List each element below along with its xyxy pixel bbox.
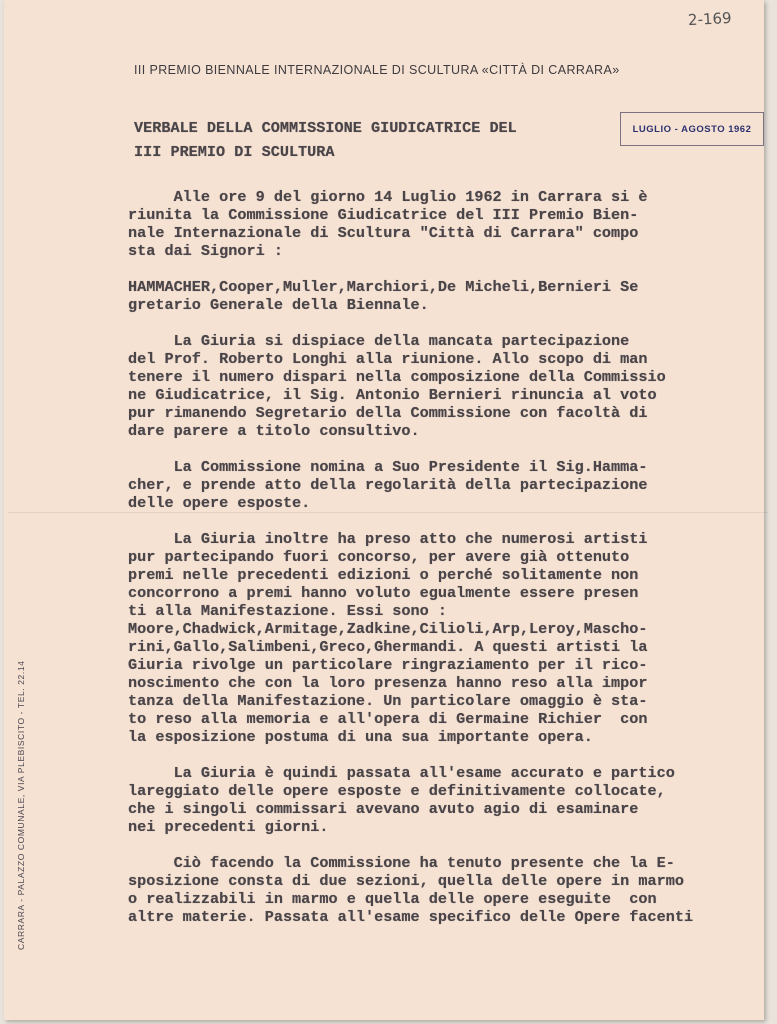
typed-line: tenere il numero dispari nella composizione della Commissio <box>128 368 666 386</box>
typed-line: La Giuria inoltre ha preso atto che numerosi artisti <box>128 530 648 548</box>
typed-line: o realizzabili in marmo e quella delle opere eseguite con <box>128 890 657 908</box>
typed-line: Giuria rivolge un particolare ringraziamento per il rico- <box>128 656 648 674</box>
typed-line: gretario Generale della Biennale. <box>128 296 429 314</box>
document-title-line: VERBALE DELLA COMMISSIONE GIUDICATRICE DEL <box>134 119 517 137</box>
document-page <box>4 0 764 1020</box>
typed-line: altre materie. Passata all'esame specifico delle Opere facenti <box>128 908 694 926</box>
folio-number: 2-169 <box>687 8 733 30</box>
typed-line: la esposizione postuma di una sua importante opera. <box>128 728 593 746</box>
typed-line: La Giuria si dispiace della mancata partecipazione <box>128 332 630 350</box>
typed-line: nale Internazionale di Scultura "Città di Carrara" compo <box>128 224 639 242</box>
paragraph <box>128 854 708 926</box>
document-body <box>128 188 708 944</box>
typed-line: sta dai Signori : <box>128 242 283 260</box>
typed-line: sposizione consta di due sezioni, quella delle opere in marmo <box>128 872 684 890</box>
typed-line: ti alla Manifestazione. Essi sono : <box>128 602 447 620</box>
typed-line: to reso alla memoria e all'opera di Germaine Richier con <box>128 710 648 728</box>
typed-line: noscimento che con la loro presenza hanno reso alla impor <box>128 674 648 692</box>
typed-line: delle opere esposte. <box>128 494 311 512</box>
typed-line: La Commissione nomina a Suo Presidente il Sig.Hamma- <box>128 458 648 476</box>
paragraph <box>128 332 708 440</box>
paragraph <box>128 530 708 746</box>
typed-line: ne Giudicatrice, il Sig. Antonio Bernieri rinuncia al voto <box>128 386 657 404</box>
typed-line: tanza della Manifestazione. Un particolare omaggio è sta- <box>128 692 648 710</box>
typed-line: pur rimanendo Segretario della Commissione con facoltà di <box>128 404 648 422</box>
typed-line: Ciò facendo la Commissione ha tenuto presente che la E- <box>128 854 675 872</box>
document-title-line: III PREMIO DI SCULTURA <box>134 143 335 161</box>
typed-line: pur partecipando fuori concorso, per avere già ottenuto <box>128 548 630 566</box>
paragraph <box>128 278 708 314</box>
typed-line: La Giuria è quindi passata all'esame accurato e partico <box>128 764 675 782</box>
letterhead-title: III PREMIO BIENNALE INTERNAZIONALE DI SCULTURA «CITTÀ DI CARRARA» <box>134 63 620 77</box>
paragraph <box>128 458 708 512</box>
typed-line: riunita la Commissione Giudicatrice del III Premio Bien- <box>128 206 639 224</box>
typed-line: rini,Gallo,Salimbeni,Greco,Ghermandi. A questi artisti la <box>128 638 648 656</box>
date-box-label: LUGLIO - AGOSTO 1962 <box>632 123 752 135</box>
document-title <box>134 116 614 164</box>
typed-line: dare parere a titolo consultivo. <box>128 422 420 440</box>
typed-line: cher, e prende atto della regolarità della partecipazione <box>128 476 648 494</box>
date-box <box>620 112 764 146</box>
typed-line: concorrono a premi hanno voluto egualmente essere presen <box>128 584 639 602</box>
letterhead-address: CARRARA - PALAZZO COMUNALE, VIA PLEBISCITO - TEL. 22.14 <box>16 660 26 950</box>
paragraph <box>128 764 708 836</box>
typed-line: premi nelle precedenti edizioni o perché solitamente non <box>128 566 639 584</box>
typed-line: che i singoli commissari avevano avuto agio di esaminare <box>128 800 639 818</box>
paragraph <box>128 188 708 260</box>
typed-line: del Prof. Roberto Longhi alla riunione. Allo scopo di man <box>128 350 648 368</box>
typed-line: nei precedenti giorni. <box>128 818 329 836</box>
typed-line: Moore,Chadwick,Armitage,Zadkine,Cilioli,Arp,Leroy,Mascho- <box>128 620 648 638</box>
typed-line: HAMMACHER,Cooper,Muller,Marchiori,De Micheli,Bernieri Se <box>128 278 639 296</box>
typed-line: lareggiato delle opere esposte e definitivamente collocate, <box>128 782 666 800</box>
typed-line: Alle ore 9 del giorno 14 Luglio 1962 in Carrara si è <box>128 188 648 206</box>
